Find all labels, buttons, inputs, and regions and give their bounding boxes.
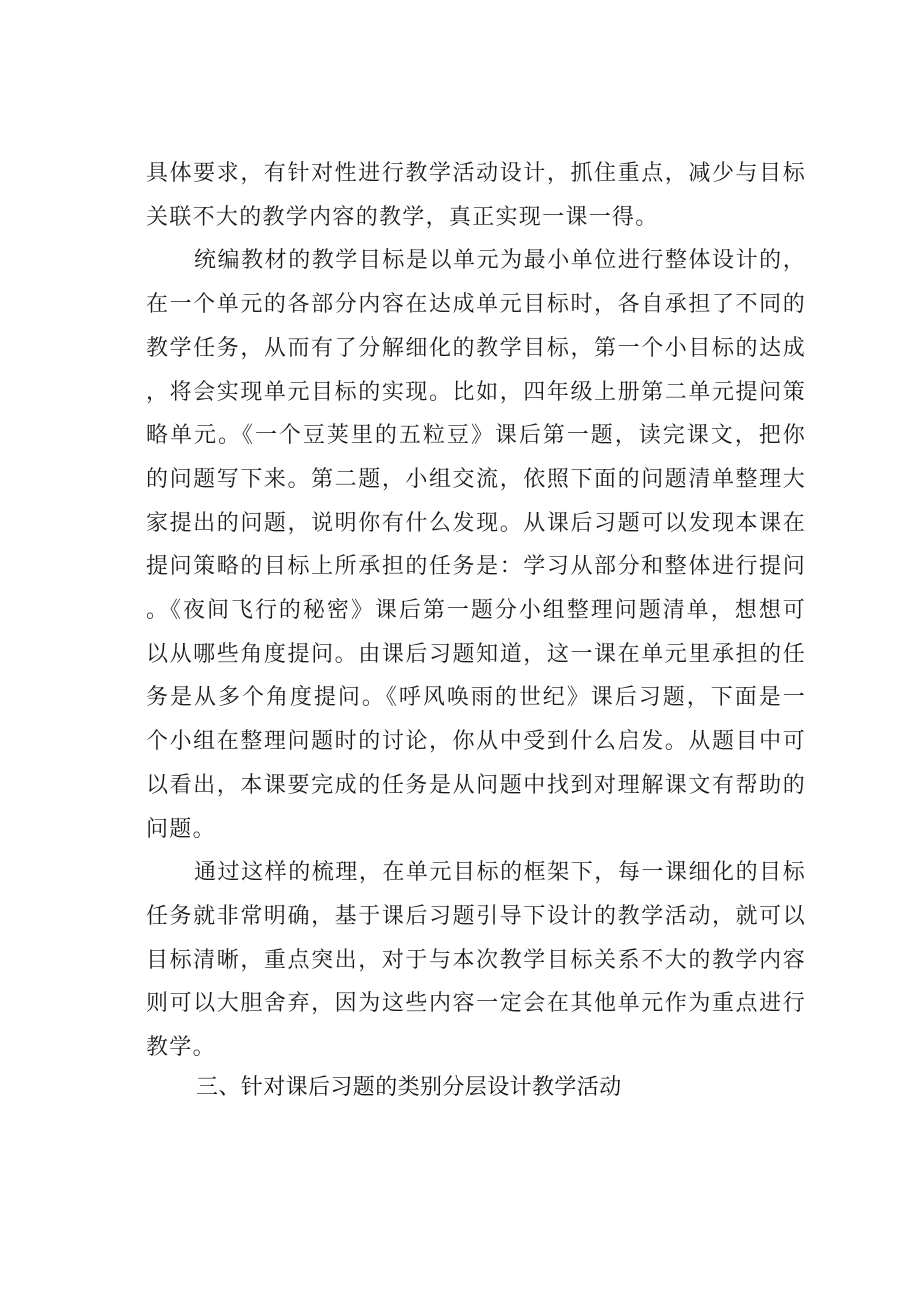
paragraph-summary: 通过这样的梳理，在单元目标的框架下，每一课细化的目标任务就非常明确，基于课后习题引导下设计的教学活动，就可以目标清晰，重点突出，对于与本次教学目标关系不大的教学内容则可以大胆舍弃，因为这些内容一定会在其他单元作为重点进行教学。 (146, 860, 806, 1061)
document-body (146, 152, 806, 1070)
section-heading: 三、针对课后习题的类别分层设计教学活动 (196, 1075, 622, 1100)
paragraph-unit-goals: 统编教材的教学目标是以单元为最小单位进行整体设计的，在一个单元的各部分内容在达成单元目标时，各自承担了不同的教学任务，从而有了分解细化的教学目标，第一个小目标的达成，将会实现单元目标的实现。比如，四年级上册第二单元提问策略单元。《一个豆荚里的五粒豆》课后第一题，读完课文，把你的问题写下来。第二题，小组交流，依照下面的问题清单整理大家提出的问题，说明你有什么发现。从课后习题可以发现本课在提问策略的目标上所承担的任务是：学习从部分和整体进行提问。《夜间飞行的秘密》课后第一题分小组整理问题清单，想想可以从哪些角度提问。由课后习题知道，这一课在单元里承担的任务是从多个角度提问。《呼风唤雨的世纪》课后习题，下面是一个小组在整理问题时的讨论，你从中受到什么启发。从题目中可以看出，本课要完成的任务是从问题中找到对理解课文有帮助的问题。 (146, 248, 806, 842)
paragraph-continued: 具体要求，有针对性进行教学活动设计，抓住重点，减少与目标关联不大的教学内容的教学，真正实现一课一得。 (146, 161, 806, 230)
